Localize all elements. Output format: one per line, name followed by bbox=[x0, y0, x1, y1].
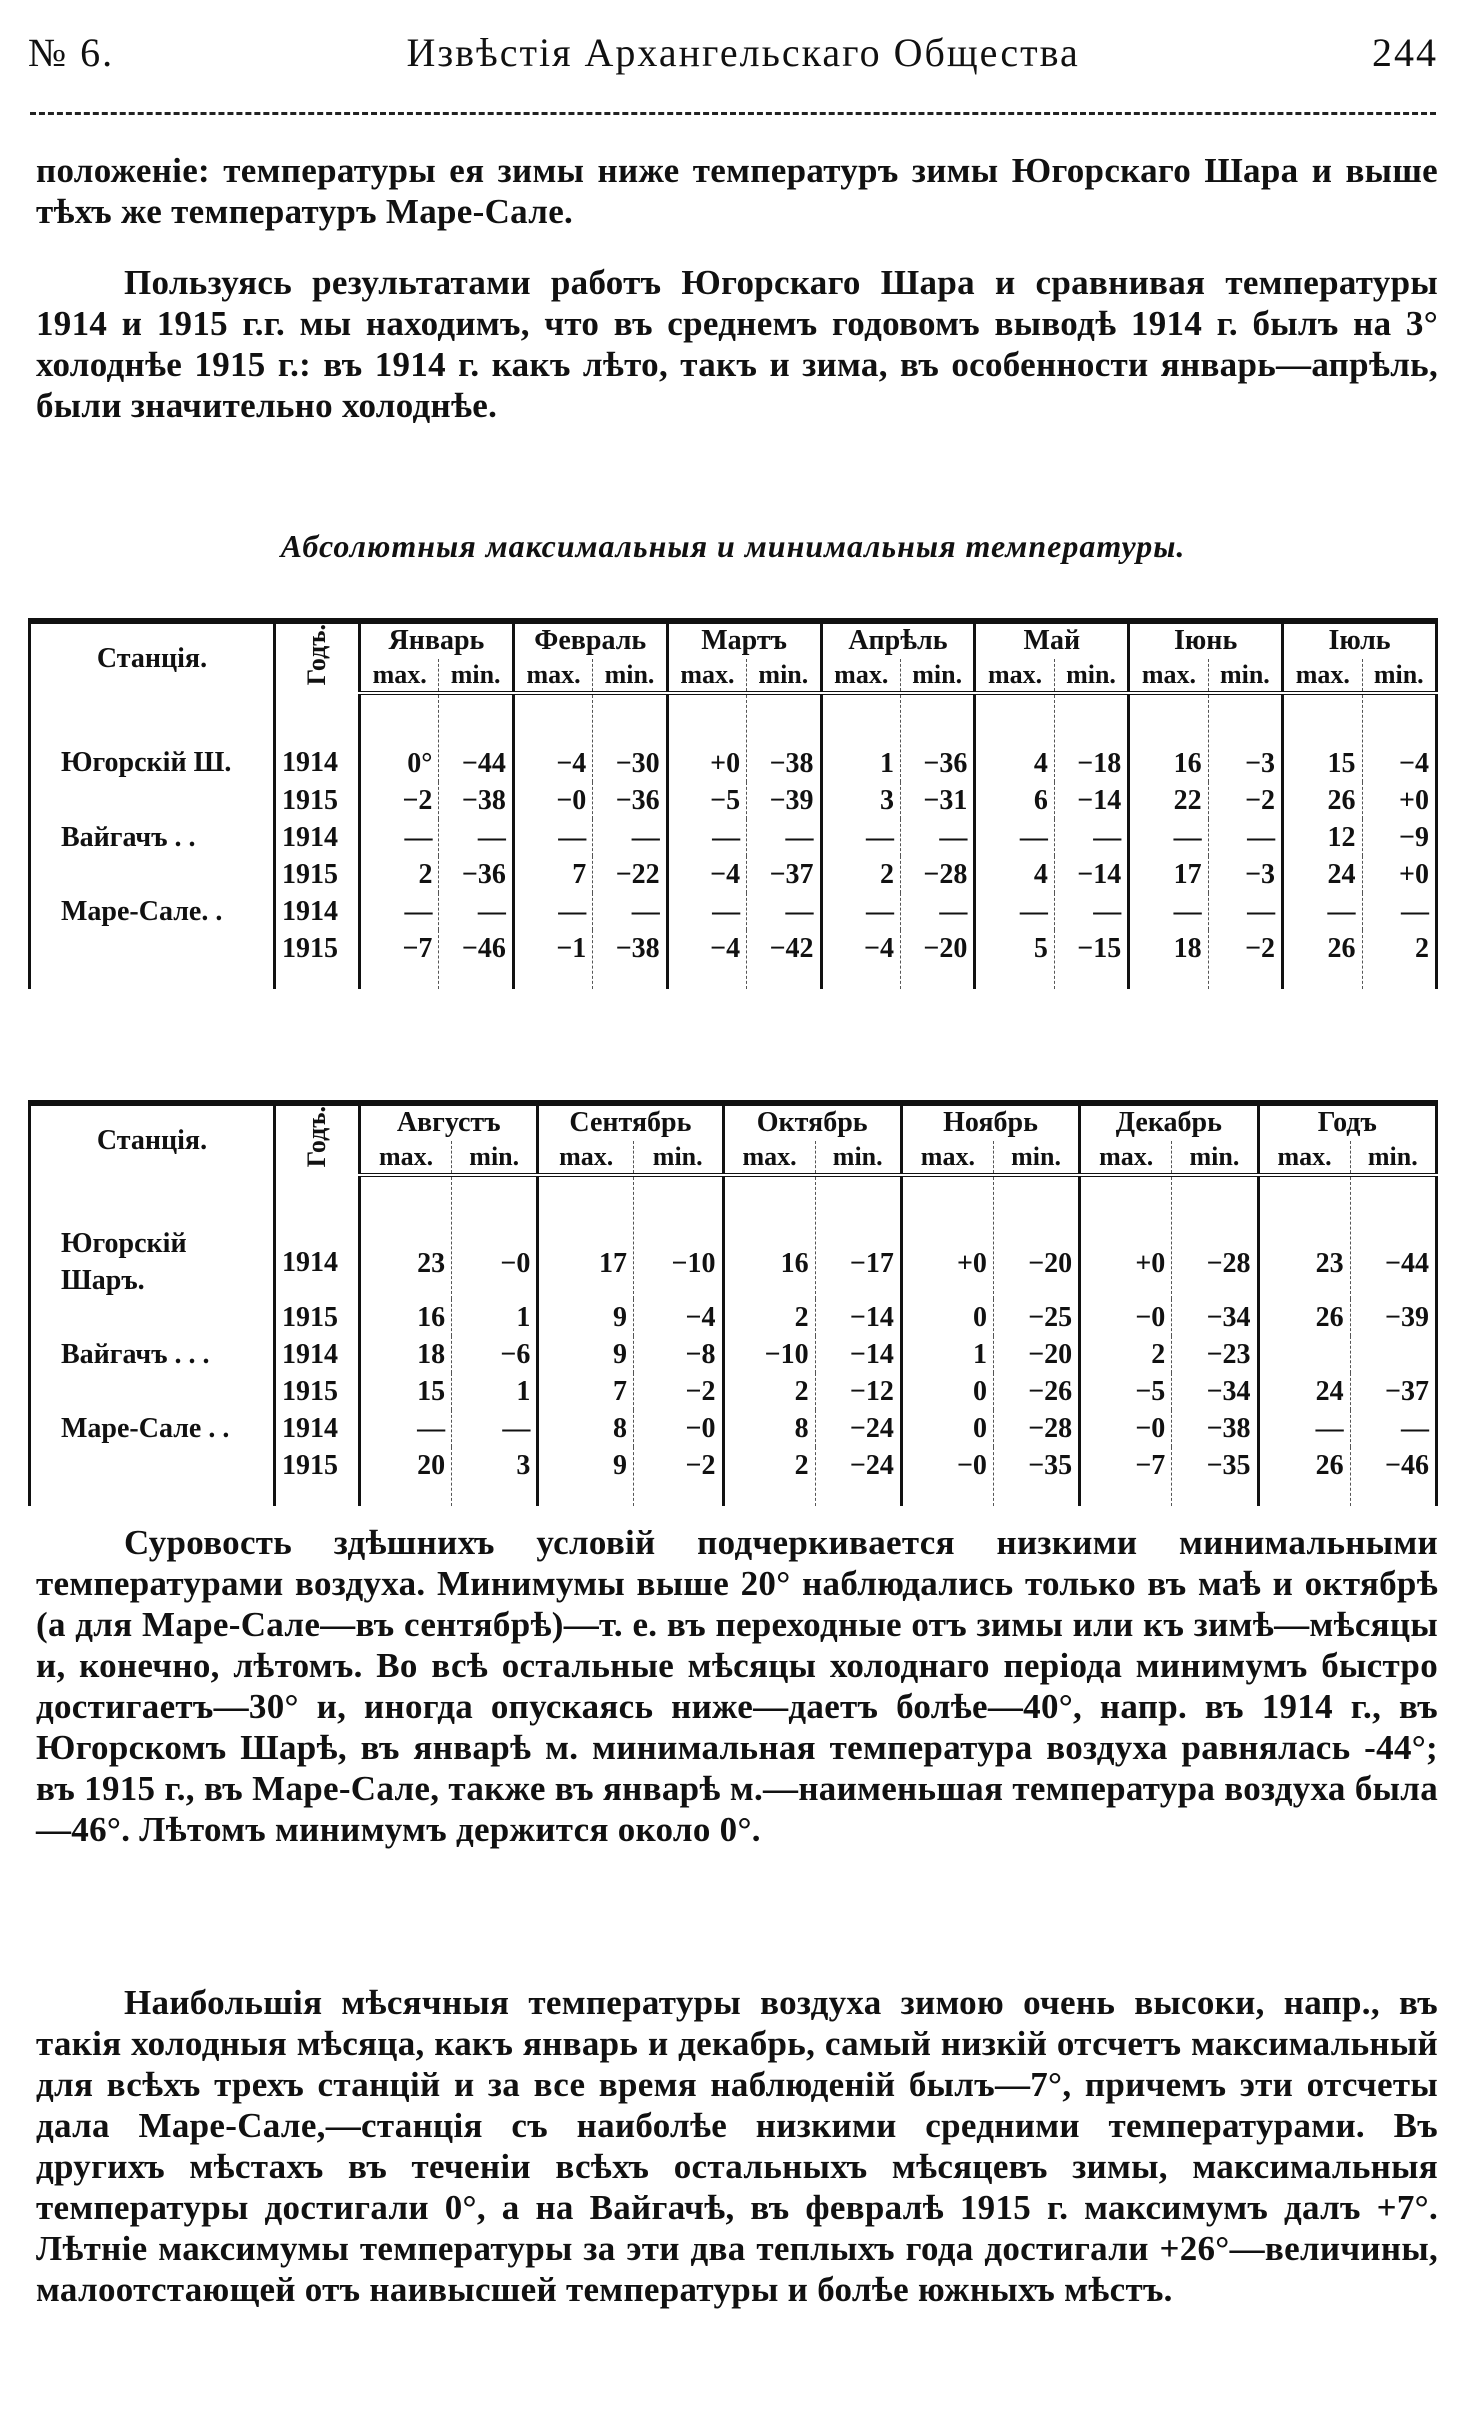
year-cell: 1915 bbox=[275, 1373, 360, 1410]
max-value: 22 bbox=[1129, 782, 1208, 819]
max-value: 2 bbox=[1080, 1336, 1172, 1373]
max-value: −0 bbox=[901, 1447, 993, 1506]
min-value: −2 bbox=[1208, 930, 1282, 989]
min-value: −9 bbox=[1362, 819, 1437, 856]
min-header: min. bbox=[1362, 659, 1437, 694]
max-value: 24 bbox=[1258, 1373, 1350, 1410]
max-value: 1 bbox=[821, 693, 900, 782]
month-header: Годъ bbox=[1258, 1103, 1436, 1141]
max-value: −2 bbox=[360, 782, 439, 819]
paragraph-4: Наибольшія мѣсячныя температуры воздуха зимою очень высоки, напр., въ такія холодныя мѣсяца, какъ январь и декабрь, самый низкій отсчетъ максимальный для всѣхъ трехъ станцій и за все время наблюденій былъ—7°, причемъ эти отсчеты дала Маре-Сале,—станція съ наиболѣе низкими средними температурами. Въ другихъ мѣстахъ въ теченіи всѣхъ остальныхъ мѣсяцевъ зимы, максимальныя температуры достигали 0°, а на Вайгачѣ, въ февралѣ 1915 г. максимумъ далъ +7°. Лѣтніе максимумы температуры за эти два теплыхъ года достигали +26°—величины, малоотстающей отъ наивысшей температуры и болѣе южныхъ мѣстъ. bbox=[36, 1983, 1438, 2309]
max-value: −0 bbox=[513, 782, 592, 819]
min-value: −42 bbox=[747, 930, 821, 989]
max-value: −4 bbox=[821, 930, 900, 989]
month-header: Іюнь bbox=[1129, 621, 1283, 659]
min-value: −22 bbox=[593, 856, 667, 893]
max-value: 8 bbox=[723, 1410, 815, 1447]
station-name bbox=[30, 856, 275, 893]
station-name bbox=[30, 782, 275, 819]
max-value: 16 bbox=[1129, 693, 1208, 782]
issue-number: № 6. bbox=[28, 29, 115, 75]
min-value: −34 bbox=[1172, 1373, 1258, 1410]
min-value: — bbox=[1350, 1410, 1436, 1447]
min-value: — bbox=[1208, 819, 1282, 856]
max-value: — bbox=[975, 819, 1054, 856]
month-header: Апрѣль bbox=[821, 621, 975, 659]
min-value: −18 bbox=[1054, 693, 1128, 782]
max-value: 18 bbox=[1129, 930, 1208, 989]
station-name: Маре-Сале. . bbox=[30, 893, 275, 930]
min-value: −20 bbox=[993, 1336, 1079, 1373]
max-value: — bbox=[975, 893, 1054, 930]
max-value: — bbox=[1129, 893, 1208, 930]
min-value: −26 bbox=[993, 1373, 1079, 1410]
min-value: −17 bbox=[815, 1175, 901, 1299]
station-name: Вайгачъ . . . bbox=[30, 1336, 275, 1373]
min-header: min. bbox=[452, 1141, 538, 1176]
min-header: min. bbox=[747, 659, 821, 694]
min-value: −2 bbox=[633, 1373, 723, 1410]
month-header: Февраль bbox=[513, 621, 667, 659]
min-value: −44 bbox=[439, 693, 513, 782]
month-header: Декабрь bbox=[1080, 1103, 1258, 1141]
max-value: 2 bbox=[723, 1447, 815, 1506]
max-value: — bbox=[821, 819, 900, 856]
month-header: Іюль bbox=[1283, 621, 1437, 659]
table-row bbox=[30, 1336, 1437, 1373]
max-value: 0 bbox=[901, 1410, 993, 1447]
min-value: +0 bbox=[1362, 782, 1437, 819]
min-value: −14 bbox=[815, 1299, 901, 1336]
max-value: 20 bbox=[360, 1447, 452, 1506]
min-value: +0 bbox=[1362, 856, 1437, 893]
year-cell: 1915 bbox=[275, 856, 360, 893]
min-value: −36 bbox=[593, 782, 667, 819]
min-header: min. bbox=[993, 1141, 1079, 1176]
min-value: −0 bbox=[633, 1410, 723, 1447]
max-header: max. bbox=[667, 659, 746, 694]
max-value: — bbox=[1258, 1410, 1350, 1447]
max-header: max. bbox=[1129, 659, 1208, 694]
min-value: −39 bbox=[747, 782, 821, 819]
max-header: max. bbox=[360, 659, 439, 694]
table-row bbox=[30, 782, 1437, 819]
min-value: −23 bbox=[1172, 1336, 1258, 1373]
journal-title: Извѣстія Архангельскаго Общества bbox=[406, 29, 1080, 75]
max-value: 23 bbox=[1258, 1175, 1350, 1299]
max-value: — bbox=[667, 819, 746, 856]
min-value: −14 bbox=[1054, 782, 1128, 819]
month-header: Мартъ bbox=[667, 621, 821, 659]
max-value: +0 bbox=[1080, 1175, 1172, 1299]
max-header: max. bbox=[513, 659, 592, 694]
table-row bbox=[30, 819, 1437, 856]
min-header: min. bbox=[1208, 659, 1282, 694]
year-cell: 1914 bbox=[275, 1336, 360, 1373]
max-value bbox=[1258, 1336, 1350, 1373]
year-cell: 1914 bbox=[275, 893, 360, 930]
min-value: −38 bbox=[747, 693, 821, 782]
temperature-table-jan-jul bbox=[28, 618, 1438, 989]
min-value: 1 bbox=[452, 1373, 538, 1410]
max-value: 3 bbox=[821, 782, 900, 819]
page-number: 244 bbox=[1371, 29, 1438, 75]
min-header: min. bbox=[1350, 1141, 1436, 1176]
max-header: max. bbox=[538, 1141, 634, 1176]
table-row bbox=[30, 693, 1437, 782]
max-value: 16 bbox=[360, 1299, 452, 1336]
max-value: 6 bbox=[975, 782, 1054, 819]
year-cell: 1915 bbox=[275, 930, 360, 989]
max-value: 2 bbox=[821, 856, 900, 893]
station-name: Вайгачъ . . bbox=[30, 819, 275, 856]
min-value: — bbox=[593, 819, 667, 856]
min-value: −3 bbox=[1208, 693, 1282, 782]
max-value: −4 bbox=[513, 693, 592, 782]
min-value: −34 bbox=[1172, 1299, 1258, 1336]
min-value: −37 bbox=[747, 856, 821, 893]
month-header: Октябрь bbox=[723, 1103, 901, 1141]
max-value: — bbox=[360, 1410, 452, 1447]
max-value: −5 bbox=[1080, 1373, 1172, 1410]
min-value: −35 bbox=[1172, 1447, 1258, 1506]
min-value: −39 bbox=[1350, 1299, 1436, 1336]
station-name bbox=[30, 1373, 275, 1410]
station-name: Маре-Сале . . bbox=[30, 1410, 275, 1447]
min-value: −25 bbox=[993, 1299, 1079, 1336]
min-value: −28 bbox=[993, 1410, 1079, 1447]
max-value: −0 bbox=[1080, 1299, 1172, 1336]
max-header: max. bbox=[975, 659, 1054, 694]
max-value: 26 bbox=[1283, 782, 1362, 819]
min-value: −14 bbox=[1054, 856, 1128, 893]
min-header: min. bbox=[633, 1141, 723, 1176]
min-value: −12 bbox=[815, 1373, 901, 1410]
min-value: −4 bbox=[633, 1299, 723, 1336]
max-value: −0 bbox=[1080, 1410, 1172, 1447]
month-header: Май bbox=[975, 621, 1129, 659]
max-value: 7 bbox=[513, 856, 592, 893]
max-value: 9 bbox=[538, 1299, 634, 1336]
max-header: max. bbox=[360, 1141, 452, 1176]
min-value: 2 bbox=[1362, 930, 1437, 989]
station-header: Станція. bbox=[30, 1103, 275, 1175]
year-cell: 1914 bbox=[275, 819, 360, 856]
station-name bbox=[30, 1299, 275, 1336]
max-value: 4 bbox=[975, 856, 1054, 893]
max-value: 2 bbox=[360, 856, 439, 893]
min-value: −28 bbox=[1172, 1175, 1258, 1299]
min-value: — bbox=[1208, 893, 1282, 930]
max-value: 5 bbox=[975, 930, 1054, 989]
min-value bbox=[1350, 1336, 1436, 1373]
min-value: −8 bbox=[633, 1336, 723, 1373]
min-value: — bbox=[1054, 893, 1128, 930]
max-value: −5 bbox=[667, 782, 746, 819]
max-value: 0° bbox=[360, 693, 439, 782]
max-value: 18 bbox=[360, 1336, 452, 1373]
min-value: −37 bbox=[1350, 1373, 1436, 1410]
min-value: −14 bbox=[815, 1336, 901, 1373]
table-row bbox=[30, 1447, 1437, 1506]
max-value: 24 bbox=[1283, 856, 1362, 893]
min-value: — bbox=[439, 893, 513, 930]
min-value: −20 bbox=[900, 930, 974, 989]
table-row bbox=[30, 1175, 1437, 1299]
table-row bbox=[30, 1299, 1437, 1336]
temperature-table-aug-year bbox=[28, 1100, 1438, 1506]
min-header: min. bbox=[1054, 659, 1128, 694]
station-header: Станція. bbox=[30, 621, 275, 693]
max-value: 1 bbox=[901, 1336, 993, 1373]
max-value: — bbox=[1283, 893, 1362, 930]
min-value: −35 bbox=[993, 1447, 1079, 1506]
min-value: −24 bbox=[815, 1447, 901, 1506]
min-value: −2 bbox=[1208, 782, 1282, 819]
max-value: — bbox=[513, 893, 592, 930]
min-value: −46 bbox=[439, 930, 513, 989]
max-header: max. bbox=[723, 1141, 815, 1176]
max-value: 23 bbox=[360, 1175, 452, 1299]
min-value: — bbox=[900, 819, 974, 856]
max-value: — bbox=[667, 893, 746, 930]
min-value: −36 bbox=[439, 856, 513, 893]
max-value: 7 bbox=[538, 1373, 634, 1410]
year-cell: 1915 bbox=[275, 1299, 360, 1336]
min-value: −46 bbox=[1350, 1447, 1436, 1506]
year-cell: 1914 bbox=[275, 1175, 360, 1299]
min-header: min. bbox=[593, 659, 667, 694]
max-value: +0 bbox=[667, 693, 746, 782]
min-value: 3 bbox=[452, 1447, 538, 1506]
min-value: −36 bbox=[900, 693, 974, 782]
station-name: Югорскій Шаръ. bbox=[30, 1175, 275, 1299]
header-rule bbox=[30, 112, 1436, 115]
max-value: — bbox=[1129, 819, 1208, 856]
month-header: Ноябрь bbox=[901, 1103, 1079, 1141]
max-value: 9 bbox=[538, 1447, 634, 1506]
max-value: 17 bbox=[1129, 856, 1208, 893]
min-header: min. bbox=[439, 659, 513, 694]
max-header: max. bbox=[821, 659, 900, 694]
table-caption: Абсолютныя максимальныя и минимальныя температуры. bbox=[280, 528, 1186, 564]
table-row bbox=[30, 1410, 1437, 1447]
year-cell: 1914 bbox=[275, 693, 360, 782]
table-row bbox=[30, 893, 1437, 930]
min-value: −15 bbox=[1054, 930, 1128, 989]
min-value: −38 bbox=[439, 782, 513, 819]
max-value: 9 bbox=[538, 1336, 634, 1373]
max-header: max. bbox=[901, 1141, 993, 1176]
max-value: 15 bbox=[360, 1373, 452, 1410]
min-value: −20 bbox=[993, 1175, 1079, 1299]
max-value: 2 bbox=[723, 1299, 815, 1336]
running-header bbox=[28, 22, 1438, 82]
table-row bbox=[30, 930, 1437, 989]
paragraph-2: Пользуясь результатами работъ Югорскаго Шара и сравнивая температуры 1914 и 1915 г.г. мы находимъ, что въ среднемъ годовомъ выводѣ 1914 г. былъ на 3° холоднѣе 1915 г.: въ 1914 г. какъ лѣто, такъ и зима, въ особенности январь—апрѣль, были значительно холоднѣе. bbox=[36, 263, 1438, 425]
min-header: min. bbox=[815, 1141, 901, 1176]
min-value: −0 bbox=[452, 1175, 538, 1299]
month-header: Январь bbox=[360, 621, 514, 659]
table-row bbox=[30, 1373, 1437, 1410]
max-value: 8 bbox=[538, 1410, 634, 1447]
max-value: −1 bbox=[513, 930, 592, 989]
min-value: −2 bbox=[633, 1447, 723, 1506]
min-value: −30 bbox=[593, 693, 667, 782]
max-value: −4 bbox=[667, 856, 746, 893]
station-name: Югорскій Ш. bbox=[30, 693, 275, 782]
year-cell: 1914 bbox=[275, 1410, 360, 1447]
year-header: Годъ. bbox=[302, 1106, 331, 1168]
min-header: min. bbox=[900, 659, 974, 694]
max-value: — bbox=[821, 893, 900, 930]
table-row bbox=[30, 856, 1437, 893]
min-value: −24 bbox=[815, 1410, 901, 1447]
month-header: Августъ bbox=[360, 1103, 538, 1141]
min-value: −38 bbox=[1172, 1410, 1258, 1447]
max-value: 0 bbox=[901, 1373, 993, 1410]
max-value: 26 bbox=[1258, 1447, 1350, 1506]
max-value: 12 bbox=[1283, 819, 1362, 856]
max-value: +0 bbox=[901, 1175, 993, 1299]
max-value: 2 bbox=[723, 1373, 815, 1410]
min-value: — bbox=[593, 893, 667, 930]
month-header: Сентябрь bbox=[538, 1103, 723, 1141]
min-value: −38 bbox=[593, 930, 667, 989]
min-value: −4 bbox=[1362, 693, 1437, 782]
min-value: −31 bbox=[900, 782, 974, 819]
min-value: — bbox=[1054, 819, 1128, 856]
min-value: — bbox=[747, 893, 821, 930]
paragraph-1: положеніе: температуры ея зимы ниже температуръ зимы Югорскаго Шара и выше тѣхъ же температуръ Маре-Сале. bbox=[36, 151, 1438, 231]
max-value: 4 bbox=[975, 693, 1054, 782]
min-value: — bbox=[900, 893, 974, 930]
max-header: max. bbox=[1258, 1141, 1350, 1176]
max-value: 26 bbox=[1283, 930, 1362, 989]
max-value: 17 bbox=[538, 1175, 634, 1299]
max-header: max. bbox=[1080, 1141, 1172, 1176]
max-value: −10 bbox=[723, 1336, 815, 1373]
min-value: — bbox=[1362, 893, 1437, 930]
min-value: −44 bbox=[1350, 1175, 1436, 1299]
max-value: 0 bbox=[901, 1299, 993, 1336]
year-cell: 1915 bbox=[275, 782, 360, 819]
min-value: — bbox=[439, 819, 513, 856]
station-name bbox=[30, 1447, 275, 1506]
year-cell: 1915 bbox=[275, 1447, 360, 1506]
max-header: max. bbox=[1283, 659, 1362, 694]
max-value: 15 bbox=[1283, 693, 1362, 782]
max-value: 16 bbox=[723, 1175, 815, 1299]
max-value: — bbox=[513, 819, 592, 856]
min-value: −6 bbox=[452, 1336, 538, 1373]
min-header: min. bbox=[1172, 1141, 1258, 1176]
min-value: 1 bbox=[452, 1299, 538, 1336]
min-value: — bbox=[747, 819, 821, 856]
max-value: — bbox=[360, 893, 439, 930]
max-value: −7 bbox=[360, 930, 439, 989]
station-name bbox=[30, 930, 275, 989]
min-value: −28 bbox=[900, 856, 974, 893]
paragraph-3: Суровость здѣшнихъ условій подчеркивается низкими минимальными температурами воздуха. Минимумы выше 20° наблюдались только въ маѣ и октябрѣ (а для Маре-Сале—въ сентябрѣ)—т. е. въ переходные отъ зимы или къ зимѣ—мѣсяцы и, конечно, лѣтомъ. Во всѣ остальные мѣсяцы холоднаго періода минимумъ быстро достигаетъ—30° и, иногда опускаясь ниже—даетъ болѣе—40°, напр. въ 1914 г., въ Югорскомъ Шарѣ, въ январѣ м. минимальная температура воздуха равнялась -44°; въ 1915 г., въ Маре-Сале, также въ январѣ м.—наименьшая температура воздуха была—46°. Лѣтомъ минимумъ держится около 0°. bbox=[36, 1523, 1438, 1849]
max-value: — bbox=[360, 819, 439, 856]
min-value: −3 bbox=[1208, 856, 1282, 893]
max-value: −7 bbox=[1080, 1447, 1172, 1506]
max-value: −4 bbox=[667, 930, 746, 989]
year-header: Годъ. bbox=[302, 624, 331, 686]
min-value: −10 bbox=[633, 1175, 723, 1299]
min-value: — bbox=[452, 1410, 538, 1447]
max-value: 26 bbox=[1258, 1299, 1350, 1336]
